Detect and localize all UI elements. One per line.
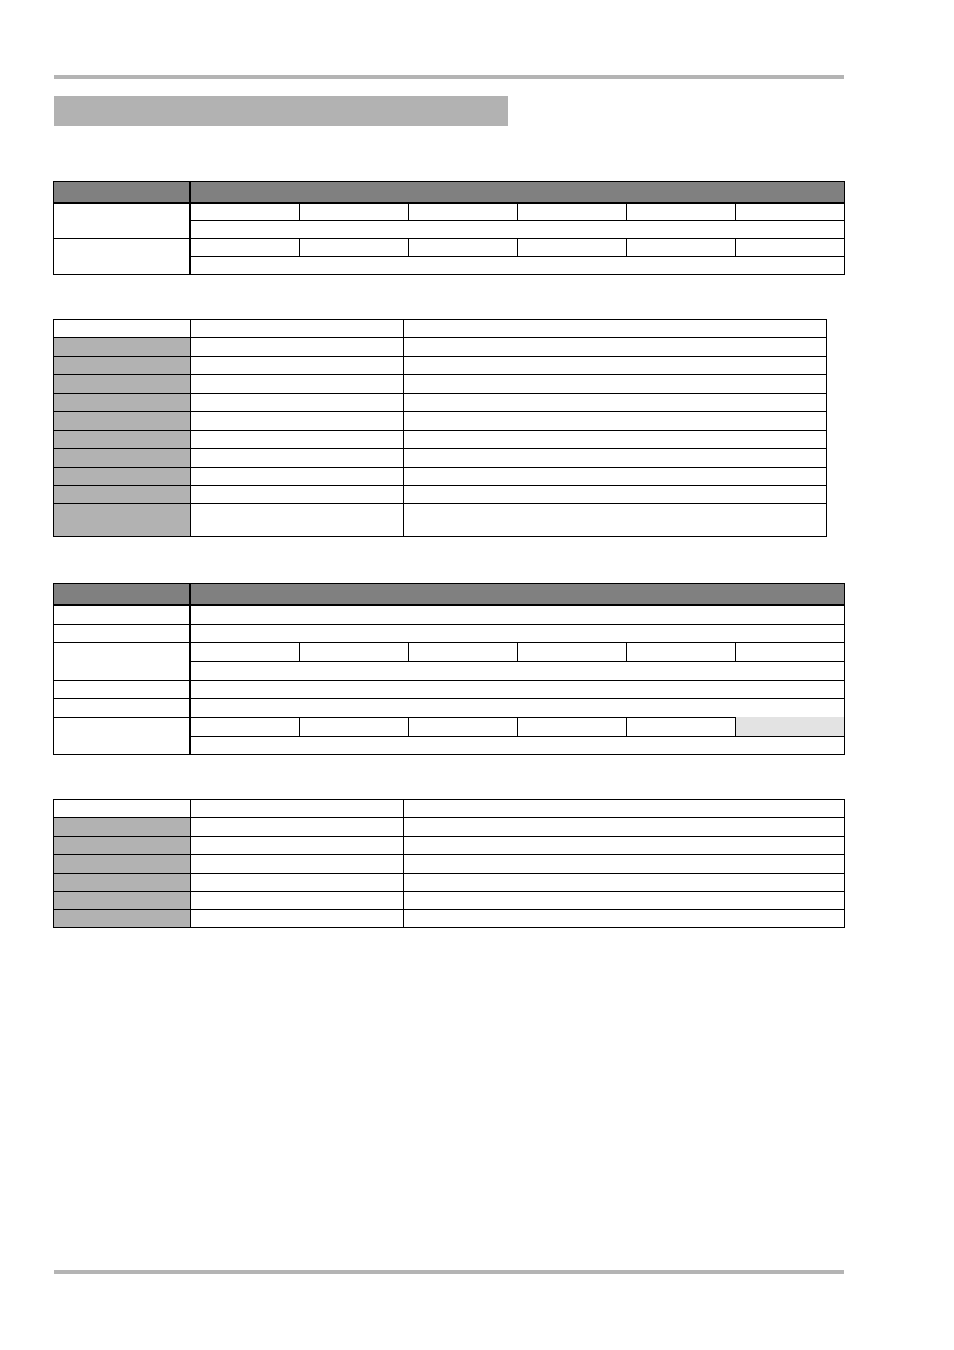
table-1-header (54, 182, 844, 202)
table-4 (53, 799, 845, 928)
table-3 (53, 583, 845, 755)
bottom-rule (54, 1270, 844, 1274)
table-2 (53, 319, 827, 537)
table-3-header (54, 584, 844, 604)
top-rule (54, 75, 844, 79)
table-1 (53, 181, 845, 275)
section-title-bar (54, 96, 508, 126)
shaded-cell (736, 717, 844, 737)
